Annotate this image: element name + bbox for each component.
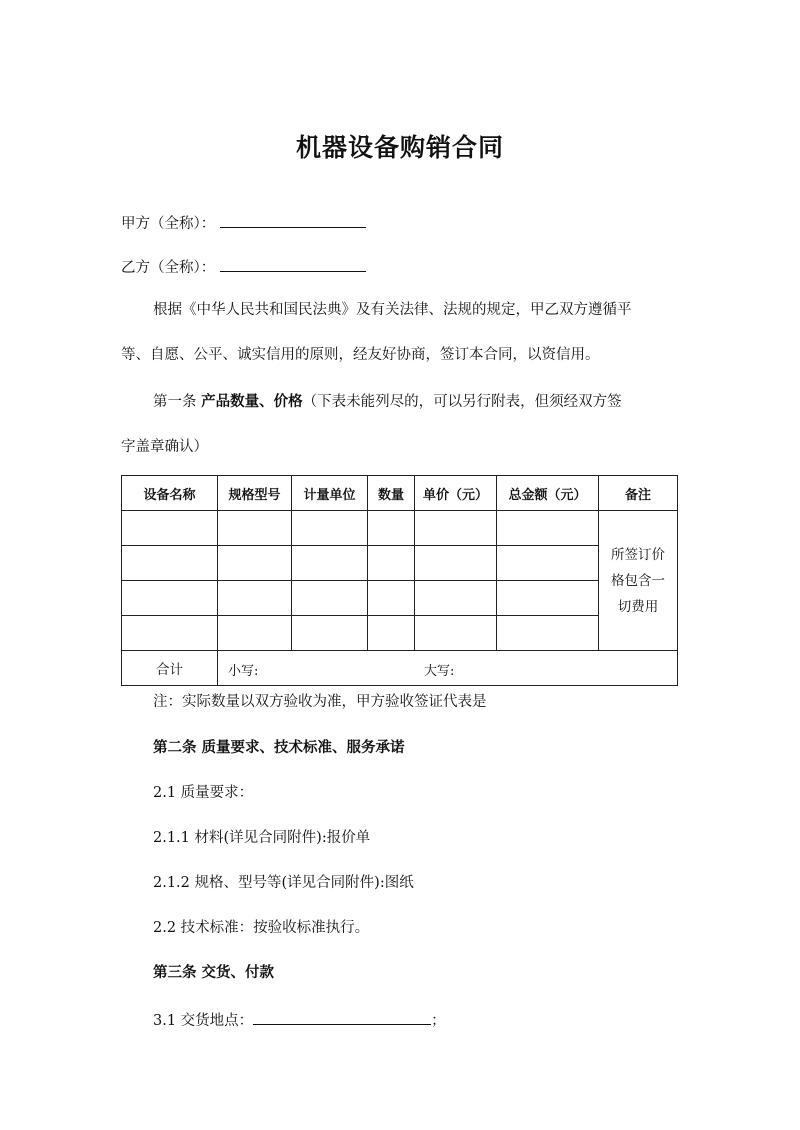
total-amount-cell[interactable] — [218, 651, 678, 686]
table-row — [122, 581, 678, 616]
article-1-prefix: 第一条 — [153, 394, 202, 410]
delivery-location-blank[interactable] — [253, 1009, 431, 1025]
table-row — [122, 511, 678, 546]
intro-line-2: 等、自愿、公平、诚实信用的原则，经友好协商，签订本合同，以资信用。 — [121, 347, 600, 363]
party-b-label: 乙方（全称）： — [121, 260, 216, 276]
article-1-suffix: （下表未能列尽的，可以另行附表，但须经双方签 — [302, 394, 622, 410]
table-note: 注：实际数量以双方验收为准，甲方验收签证代表是 — [153, 694, 487, 710]
table-cell[interactable] — [122, 581, 218, 616]
header-total-amount: 总金额（元） — [497, 476, 599, 511]
remark-line: 格包含一 — [611, 572, 665, 589]
table-cell[interactable] — [122, 511, 218, 546]
table-header-row — [122, 476, 678, 511]
header-unit-price: 单价（元） — [415, 476, 497, 511]
header-unit: 计量单位 — [292, 476, 368, 511]
table-cell[interactable] — [415, 546, 497, 581]
table-cell[interactable] — [122, 546, 218, 581]
table-cell[interactable] — [368, 581, 415, 616]
table-cell[interactable] — [218, 546, 292, 581]
header-quantity: 数量 — [368, 476, 415, 511]
product-table — [121, 475, 678, 686]
delivery-location-label: 3.1 交货地点： — [153, 1013, 254, 1029]
article-2-item: 2.1 质量要求： — [153, 785, 254, 801]
table-cell[interactable] — [368, 616, 415, 651]
delivery-location-end: ； — [431, 1013, 446, 1029]
uppercase-amount-label: 大写: — [424, 664, 455, 679]
article-2-item: 2.1.1 材料(详见合同附件):报价单 — [153, 830, 371, 846]
page-title: 机器设备购销合同 — [295, 133, 504, 162]
total-label: 合计 — [122, 651, 218, 686]
table-cell[interactable] — [415, 616, 497, 651]
table-cell[interactable] — [497, 511, 599, 546]
header-spec-model: 规格型号 — [218, 476, 292, 511]
table-cell[interactable] — [415, 581, 497, 616]
intro-line-1: 根据《中华人民共和国民法典》及有关法律、法规的规定，甲乙双方遵循平 — [153, 302, 632, 318]
article-3-heading: 第三条 交货、付款 — [153, 965, 275, 981]
table-cell[interactable] — [292, 581, 368, 616]
article-2-item: 2.2 技术标准：按验收标准执行。 — [153, 920, 370, 936]
party-b-blank[interactable] — [220, 256, 366, 272]
article-1-line — [153, 392, 622, 412]
header-equipment-name: 设备名称 — [122, 476, 218, 511]
article-1-line-2: 字盖章确认） — [121, 439, 208, 455]
party-b-line — [121, 256, 366, 278]
party-a-line — [121, 212, 366, 234]
party-a-blank[interactable] — [220, 212, 366, 228]
table-cell[interactable] — [497, 546, 599, 581]
table-cell[interactable] — [415, 511, 497, 546]
table-cell[interactable] — [218, 581, 292, 616]
table-cell[interactable] — [497, 581, 599, 616]
table-cell[interactable] — [292, 511, 368, 546]
remark-line: 所签订价 — [611, 546, 665, 563]
remark-cell — [599, 511, 678, 651]
party-a-label: 甲方（全称）： — [121, 216, 216, 232]
table-cell[interactable] — [368, 546, 415, 581]
table-cell[interactable] — [218, 616, 292, 651]
table-cell[interactable] — [292, 616, 368, 651]
article-1-heading: 产品数量、价格 — [201, 394, 303, 410]
total-amount-inner — [218, 651, 677, 685]
table-row — [122, 616, 678, 651]
table-cell[interactable] — [218, 511, 292, 546]
article-2-item: 2.1.2 规格、型号等(详见合同附件):图纸 — [153, 875, 414, 891]
total-row — [122, 651, 678, 686]
lowercase-amount-label: 小写: — [228, 664, 259, 679]
article-2-heading: 第二条 质量要求、技术标准、服务承诺 — [153, 740, 405, 756]
table-cell[interactable] — [122, 616, 218, 651]
table-row — [122, 546, 678, 581]
table-cell[interactable] — [368, 511, 415, 546]
article-3-item-1 — [153, 1009, 446, 1031]
table-cell[interactable] — [497, 616, 599, 651]
remark-line: 切费用 — [617, 598, 659, 615]
table-cell[interactable] — [292, 546, 368, 581]
header-remark: 备注 — [599, 476, 678, 511]
